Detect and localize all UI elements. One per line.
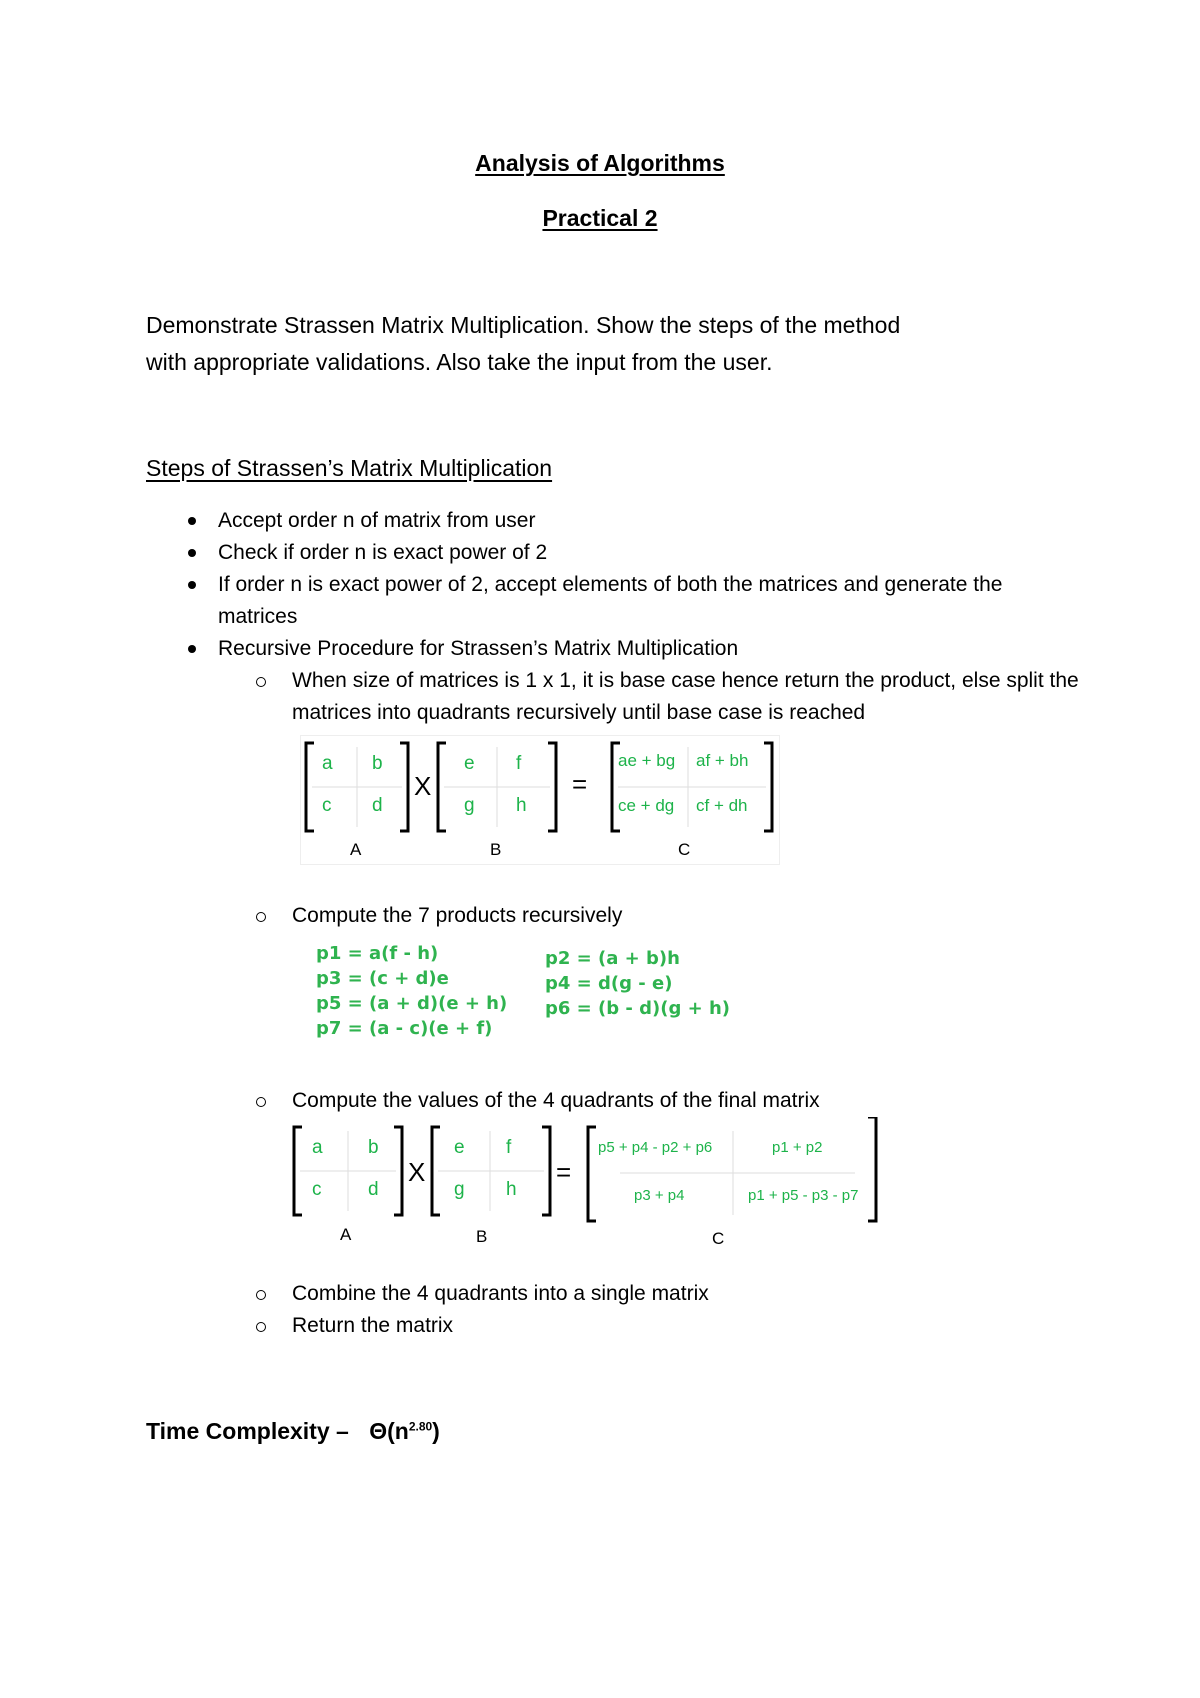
page-title: Analysis of Algorithms bbox=[475, 150, 725, 176]
product-formula: p6 = (b - d)(g + h) bbox=[545, 998, 731, 1019]
steps-list bbox=[146, 505, 1086, 665]
matrix-a-cell: a bbox=[322, 753, 333, 774]
matrix-c-cell: ae + bg bbox=[618, 751, 676, 770]
matrix-b-cell: h bbox=[506, 1179, 517, 1200]
intro-line: Demonstrate Strassen Matrix Multiplication. Show the steps of the method bbox=[146, 312, 901, 338]
product-formula: p2 = (a + b)h bbox=[545, 948, 680, 969]
sub-list-item: Combine the 4 quadrants into a single matrix bbox=[216, 1278, 1122, 1310]
multiply-sign: X bbox=[408, 1157, 426, 1187]
bullet-icon bbox=[188, 581, 196, 589]
matrix-c-cell: p1 + p2 bbox=[772, 1139, 823, 1156]
matrix-a-cell: c bbox=[322, 795, 332, 816]
intro-line: with appropriate validations. Also take the input from the user. bbox=[146, 349, 773, 375]
page-subtitle: Practical 2 bbox=[542, 205, 658, 231]
circle-bullet-icon bbox=[256, 1322, 266, 1332]
bullet-icon bbox=[188, 645, 196, 653]
sub-list-item: Compute the values of the 4 quadrants of the final matrix bbox=[216, 1085, 1122, 1117]
matrix-figure-1 bbox=[300, 735, 780, 865]
matrix-figure-2 bbox=[290, 1117, 890, 1252]
matrix-a-cell: b bbox=[372, 753, 383, 774]
equals-sign: = bbox=[556, 1157, 572, 1187]
matrix-c-cell: cf + dh bbox=[696, 796, 748, 815]
matrix-a-cell: d bbox=[372, 795, 383, 816]
matrix-b-cell: f bbox=[506, 1137, 512, 1158]
matrix-b-cell: g bbox=[454, 1179, 465, 1200]
sub-list-item: When size of matrices is 1 x 1, it is base case hence return the product, else split the matrices into quadrants recursively until base case is reached bbox=[216, 665, 1122, 729]
matrix-label: B bbox=[476, 1227, 488, 1246]
matrix-brackets bbox=[290, 1117, 890, 1252]
equals-sign: = bbox=[572, 769, 588, 799]
sub-list-item: Compute the 7 products recursively bbox=[216, 900, 1122, 932]
matrix-label: C bbox=[712, 1229, 725, 1248]
time-complexity bbox=[146, 1418, 440, 1445]
product-formula: p1 = a(f - h) bbox=[316, 943, 439, 964]
matrix-b-cell: g bbox=[464, 795, 475, 816]
circle-bullet-icon bbox=[256, 677, 266, 687]
matrix-a-cell: d bbox=[368, 1179, 379, 1200]
bullet-icon bbox=[188, 549, 196, 557]
matrix-label: A bbox=[340, 1225, 352, 1244]
circle-bullet-icon bbox=[256, 912, 266, 922]
product-formula: p5 = (a + d)(e + h) bbox=[316, 993, 508, 1014]
list-item: Recursive Procedure for Strassen’s Matrix Multiplication bbox=[146, 633, 1086, 665]
matrix-c-cell: af + bh bbox=[696, 751, 749, 770]
steps-heading: Steps of Strassen’s Matrix Multiplication bbox=[146, 455, 553, 481]
list-item: If order n is exact power of 2, accept elements of both the matrices and generate the matrices bbox=[146, 569, 1086, 633]
matrix-b-cell: h bbox=[516, 795, 527, 816]
matrix-c-cell: p1 + p5 - p3 - p7 bbox=[748, 1187, 859, 1204]
matrix-c-cell: ce + dg bbox=[618, 796, 675, 815]
circle-bullet-icon bbox=[256, 1097, 266, 1107]
multiply-sign: X bbox=[414, 771, 432, 801]
matrix-label: B bbox=[490, 840, 502, 859]
matrix-a-cell: a bbox=[312, 1137, 323, 1158]
matrix-b-cell: e bbox=[454, 1137, 465, 1158]
time-complexity-label: Time Complexity – bbox=[146, 1418, 349, 1444]
matrix-a-cell: b bbox=[368, 1137, 379, 1158]
product-formula: p3 = (c + d)e bbox=[316, 968, 449, 989]
time-complexity-value: $\Theta(n^{2.80})$ bbox=[369, 1418, 440, 1444]
matrix-c-cell: p5 + p4 - p2 + p6 bbox=[598, 1139, 713, 1156]
circle-bullet-icon bbox=[256, 1290, 266, 1300]
bullet-icon bbox=[188, 517, 196, 525]
matrix-label: C bbox=[678, 840, 691, 859]
matrix-label: A bbox=[350, 840, 362, 859]
matrix-b-cell: f bbox=[516, 753, 522, 774]
intro-paragraph bbox=[146, 307, 1086, 381]
product-formula: p7 = (a - c)(e + f) bbox=[316, 1018, 493, 1039]
matrix-b-cell: e bbox=[464, 753, 475, 774]
sub-list-item: Return the matrix bbox=[216, 1310, 1122, 1342]
exponent: 2.80 bbox=[408, 1419, 433, 1434]
product-formula: p4 = d(g - e) bbox=[545, 973, 673, 994]
matrix-c-cell: p3 + p4 bbox=[634, 1187, 685, 1204]
list-item: Check if order n is exact power of 2 bbox=[146, 537, 1086, 569]
list-item: Accept order n of matrix from user bbox=[146, 505, 1086, 537]
matrix-a-cell: c bbox=[312, 1179, 322, 1200]
